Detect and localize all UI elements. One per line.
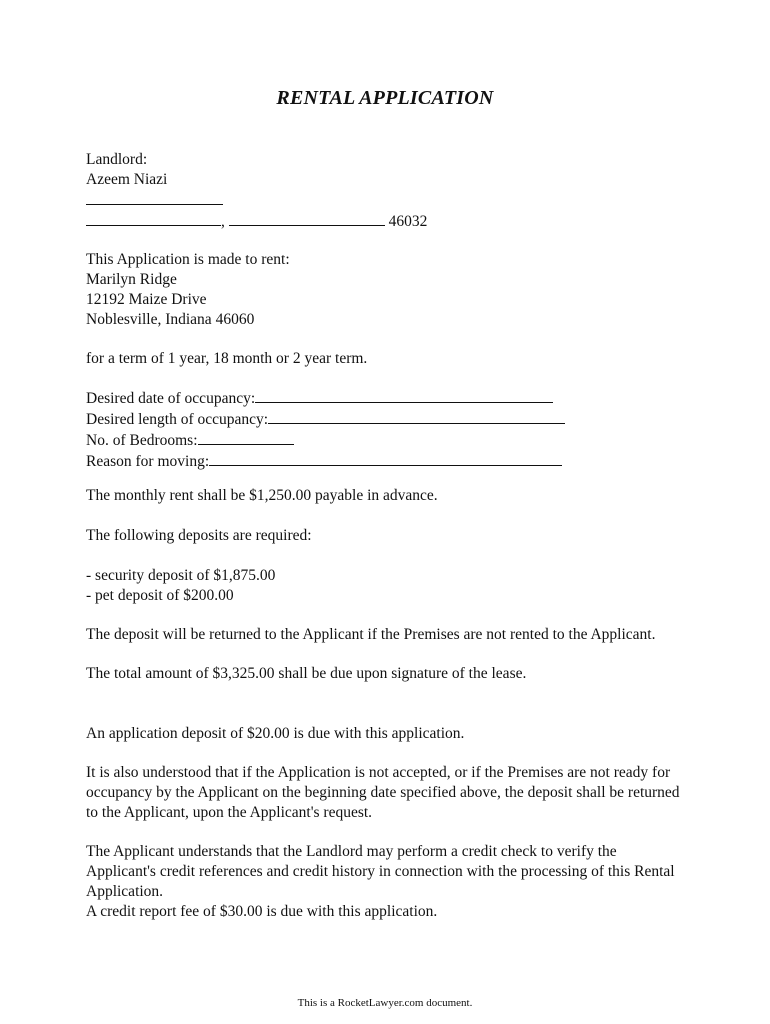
not-accepted-paragraph: It is also understood that if the Application is not accepted, or if the Premises are not ready for occupancy by the Applicant on the beginning date specified above, the deposit shall be returned to the Applicant, upon the Applicant's request. bbox=[86, 764, 680, 821]
occupancy-fields bbox=[86, 388, 696, 472]
credit-fee-paragraph bbox=[86, 902, 696, 922]
landlord-address-comma: , bbox=[221, 213, 225, 230]
credit-check-paragraph: The Applicant understands that the Landlord may perform a credit check to verify the Applicant's credit references and credit history in connection with the processing of this Rental Application. bbox=[86, 843, 675, 900]
term-paragraph bbox=[86, 349, 696, 369]
rent-text: The monthly rent shall be $1,250.00 payable in advance. bbox=[86, 487, 438, 504]
term-text: for a term of 1 year, 18 month or 2 year term. bbox=[86, 350, 368, 367]
bedrooms-label: No. of Bedrooms: bbox=[86, 432, 198, 449]
desired-length-label: Desired length of occupancy: bbox=[86, 411, 269, 428]
landlord-label: Landlord: bbox=[86, 151, 148, 168]
property-street: 12192 Maize Drive bbox=[86, 291, 207, 308]
property-section bbox=[86, 250, 696, 330]
property-city-state-zip: Noblesville, Indiana 46060 bbox=[86, 311, 255, 328]
document-title: RENTAL APPLICATION bbox=[276, 87, 494, 109]
landlord-state-blank[interactable] bbox=[229, 211, 385, 226]
bedrooms-blank[interactable] bbox=[198, 430, 294, 445]
pet-deposit-item: - pet deposit of $200.00 bbox=[86, 587, 234, 604]
deposit-return-paragraph bbox=[86, 625, 696, 645]
security-deposit-item: - security deposit of $1,875.00 bbox=[86, 567, 276, 584]
credit-fee-text: A credit report fee of $30.00 is due with this application. bbox=[86, 903, 438, 920]
landlord-address-line1 bbox=[86, 190, 696, 211]
landlord-street-blank[interactable] bbox=[86, 190, 223, 205]
desired-length-row bbox=[86, 409, 696, 430]
deposits-intro: The following deposits are required: bbox=[86, 527, 312, 544]
landlord-name: Azeem Niazi bbox=[86, 171, 168, 188]
desired-date-row bbox=[86, 388, 696, 409]
deposit-return-text: The deposit will be returned to the Applicant if the Premises are not rented to the Applicant. bbox=[86, 626, 656, 643]
desired-date-label: Desired date of occupancy: bbox=[86, 390, 256, 407]
total-paragraph bbox=[86, 664, 696, 684]
reason-blank[interactable] bbox=[209, 451, 562, 466]
bedrooms-row bbox=[86, 430, 696, 451]
deposits-intro-paragraph bbox=[86, 526, 696, 546]
document-footer: This is a RocketLawyer.com document. bbox=[297, 997, 473, 1009]
rent-paragraph bbox=[86, 486, 696, 506]
landlord-section bbox=[86, 150, 696, 232]
application-deposit-paragraph bbox=[86, 724, 696, 744]
reason-label: Reason for moving: bbox=[86, 453, 210, 470]
landlord-zip: 46032 bbox=[388, 213, 428, 230]
landlord-city-blank[interactable] bbox=[86, 211, 221, 226]
total-text: The total amount of $3,325.00 shall be due upon signature of the lease. bbox=[86, 665, 527, 682]
property-intro: This Application is made to rent: bbox=[86, 251, 290, 268]
desired-date-blank[interactable] bbox=[255, 388, 553, 403]
reason-row bbox=[86, 451, 696, 472]
property-name: Marilyn Ridge bbox=[86, 271, 177, 288]
application-deposit-text: An application deposit of $20.00 is due with this application. bbox=[86, 725, 465, 742]
landlord-address-line2 bbox=[86, 211, 696, 232]
desired-length-blank[interactable] bbox=[268, 409, 565, 424]
deposits-list bbox=[86, 566, 696, 606]
